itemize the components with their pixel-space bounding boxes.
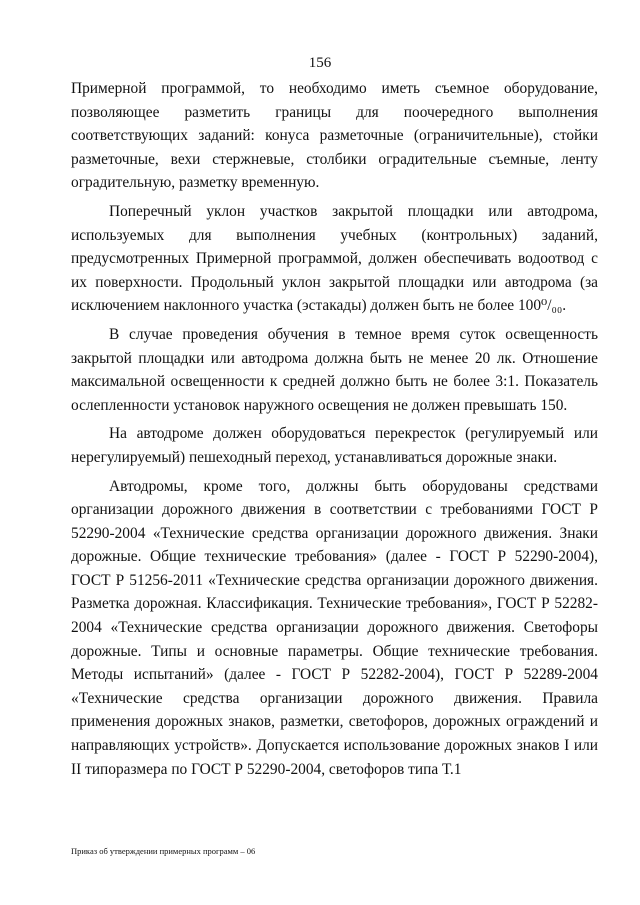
paragraph-continuation: Примерной программой, то необходимо иметь съемное оборудование, позволяющее разметить границы для поочередного выполнения соответствующих заданий: конуса разметочные (ограничительные), стойки разметочные, вехи стержневые, столбики оградительные съемные, ленту оградительную, разметку временную. [71,80,598,192]
paragraph-slope: Поперечный уклон участков закрытой площадки или автодрома, используемых для выполнения учебных (контрольных) заданий, предусмотренных Примерной программой, должен обеспечивать водоотвод с их поверхности. Продольный уклон закрытой площадки или автодрома (за исключением наклонного участка (эстакады) должен быть не более 100⁰/₀₀. [71,202,598,315]
page-footer: Приказ об утверждении примерных программ – 06 [71,846,256,856]
paragraph-traffic-equipment: Автодромы, кроме того, должны быть оборудованы средствами организации дорожного движения в соответствии с требованиями ГОСТ Р 52290-2004 «Технические средства организации дорожного движения. Знаки дорожные. Общие технические требования» (далее - ГОСТ Р 52290-2004), ГОСТ Р 51256-2011 «Технические средства организации дорожного движения. Разметка дорожная. Классификация. Технические требования», ГОСТ Р 52282-2004 «Технические средства организации дорожного движения. Светофоры дорожные. Типы и основные параметры. Общие технические требования. Методы испытаний» (далее - ГОСТ Р 52282-2004), ГОСТ Р 52289-2004 «Технические средства организации дорожного движения. Правила применения дорожных знаков, разметки, светофоров, дорожных ограждений и направляющих устройств». Допускается использование дорожных знаков I или II типоразмера по ГОСТ Р 52290-2004, светофоров типа Т.1 [71,477,598,778]
document-body [71,77,598,781]
paragraph-intersection: На автодроме должен оборудоваться перекресток (регулируемый или нерегулируемый) пешеходный переход, устанавливаться дорожные знаки. [71,425,598,466]
paragraph-lighting: В случае проведения обучения в темное время суток освещенность закрытой площадки или автодрома должна быть не менее 20 лк. Отношение максимальной освещенности к средней должно быть не более 3:1. Показатель ослепленности установок наружного освещения не должен превышать 150. [71,325,598,414]
page-number: 156 [308,55,332,71]
